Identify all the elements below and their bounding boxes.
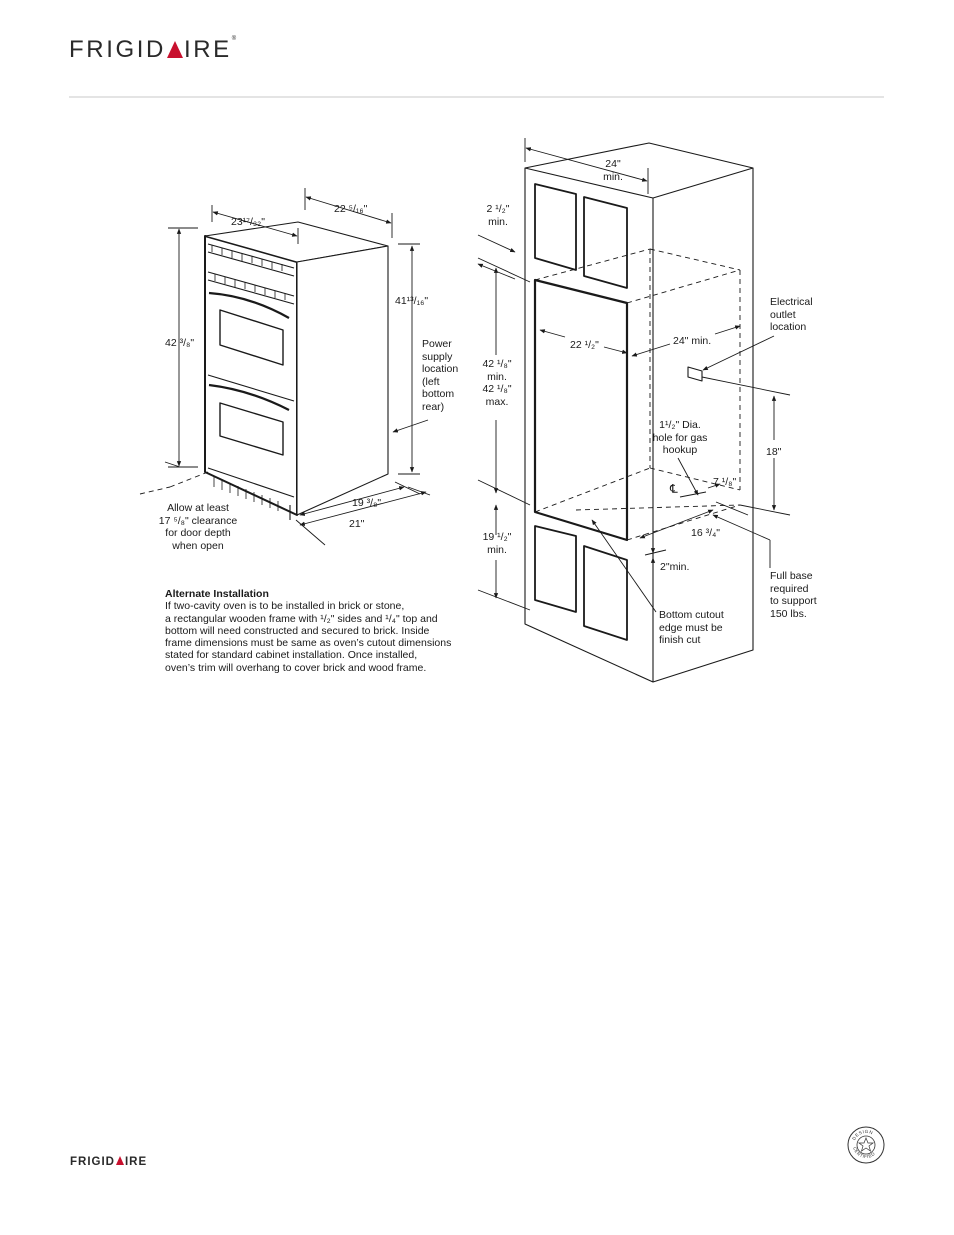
electrical-outlet-label: Electrical outlet location [770,296,813,333]
oven-depth-label: 22 ⁵/₁₆" [334,203,368,215]
oven-width-label: 23¹⁷/₃₂" [231,216,265,228]
oven-illustration [205,222,388,520]
trademark: ® [231,36,237,42]
cutout-height-label: 42 ¹/₈" min. 42 ¹/₈" max. [482,358,512,408]
centerline-symbol: ℄ [670,482,678,496]
bottom-cutout-label: Bottom cutout edge must be finish cut [659,609,724,646]
brand-name-part-a: FRIGID [69,36,166,63]
note-line: frame dimensions must be same as oven’s cutout dimensions [165,637,452,650]
note-line: If two-cavity oven is to be installed in brick or stone, [165,600,405,613]
oven-height-label: 42 ³/₈" [165,337,195,349]
oven-side-height-label: 41¹³/₁₆" [395,295,429,307]
note-line: bottom will need constructed and secured to brick. Inside [165,624,430,637]
cutout-width-label: 22 ¹/₂" [570,339,599,351]
alternate-installation-note [165,588,451,674]
cutout-depth-label: 24" min. [673,335,712,347]
note-line: stated for standard cabinet installation. Once installed, [165,649,418,662]
design-certified-seal-icon [846,1125,886,1165]
footer-logo-triangle-icon [116,1156,124,1165]
gas-offset-label: 7 ¹/₈" [713,476,737,488]
door-clearance-label: Allow at least 17 ⁵/₈" clearance for door depth when open [158,502,238,552]
power-supply-label: Power supply location (left bottom rear) [422,338,459,413]
gas-hole-label: 1¹/₂" Dia. hole for gas hookup [652,419,708,456]
footer-brand-part-a: FRIGID [70,1156,115,1168]
outlet-height-label: 18" [766,446,782,458]
cabinet-illustration [525,143,753,682]
alternate-installation-title: Alternate Installation [165,588,269,600]
cabinet-base-depth-label: 16 ³/₄" [691,527,721,539]
oven-base-width-label: 21" [349,518,365,530]
footer-brand-logo [70,1156,147,1168]
full-base-label: Full base required to support 150 lbs. [770,570,817,620]
seal-top-text: DESIGN [851,1128,874,1142]
cabinet-top-gap-label: 2 ¹/₂" min. [486,203,510,228]
bottom-height-label: 19 ¹/₂" min. [482,531,512,556]
svg-text:CERTIFIED [852,1146,876,1159]
oven-base-depth-label: 19 ³/₈" [352,497,382,509]
seal-bottom-text: CERTIFIED [852,1146,877,1160]
bottom-gap-label: 2"min. [660,561,690,573]
note-line: a rectangular wooden frame with ¹/₂" sides and ¹/₄" top and [165,612,438,625]
note-line: oven’s trim will overhang to cover brick and wood frame. [165,661,427,674]
cabinet-top-width-label: 24" min. [603,158,623,183]
footer-brand-part-b: IRE [124,1156,148,1168]
brand-name-part-b: IRE [183,36,232,63]
